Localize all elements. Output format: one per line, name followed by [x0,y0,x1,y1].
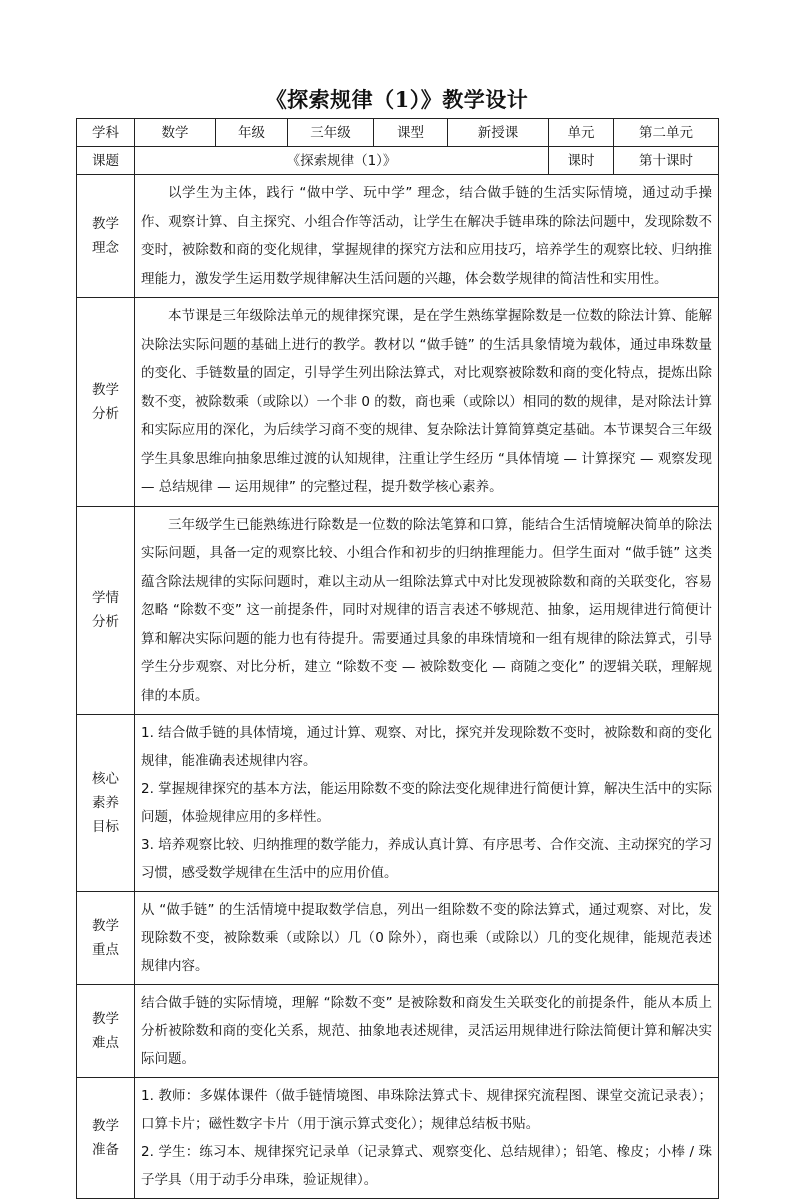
students-text: 三年级学生已能熟练进行除数是一位数的除法笔算和口算，能结合生活情境解决简单的除法实际问题，具备一定的观察比较、小组合作和初步的归纳推理能力。但学生面对 “做手链” 这类蕴含除法规律的实际问题时，难以主动从一组除法算式中对比发现被除数和商的关联变化，容易忽略 “除数不变” 这一前提条件，同时对规律的语言表述不够规范、抽象，运用规律进行简便计算和解决实际问题的能力也有待提升。需要通过具象的串珠情境和一组有规律的除法算式，引导学生分步观察、对比分析，建立 “除数不变 — 被除数变化 — 商随之变化” 的逻辑关联，理解规律的本质。 [141,516,712,704]
preparation-item: 1. 教师：多媒体课件（做手链情境图、串珠除法算式卡、规律探究流程图、课堂交流记录表）；口算卡片；磁性数字卡片（用于演示算式变化）；规律总结板书贴。 [141,1088,712,1132]
topic-value: 《探索规律（1）》 [135,147,549,175]
students-cell-text [135,506,719,715]
preparation-list [135,1078,718,1198]
key-points-text: 从 “做手链” 的生活情境中提取数学信息，列出一组除数不变的除法算式，通过观察、对比，发现除数不变，被除数乘（或除以）几（0 除外），商也乘（或除以）几的变化规律，能规范表述规律内容。 [141,902,712,974]
key-points-label: 教学重点 [92,918,119,958]
grade-label: 年级 [216,119,288,147]
lesson-type-label: 课型 [374,119,448,147]
concept-label: 教学理念 [92,216,119,256]
period-value: 第十课时 [614,147,719,175]
header-row-1 [77,119,719,147]
document-title: 《探索规律（1）》教学设计 [265,87,529,112]
subject-value: 数学 [135,119,216,147]
analysis-label: 教学分析 [92,381,119,422]
preparation-row [77,1078,719,1199]
difficulties-cell [77,985,135,1078]
goals-label: 核心素养目标 [92,771,119,835]
subject-label: 学科 [77,119,135,147]
goal-item: 1. 结合做手链的具体情境，通过计算、观察、对比，探究并发现除数不变时，被除数和商的变化规律，能准确表述规律内容。 [141,725,712,769]
students-label: 学情分析 [92,590,119,631]
unit-value: 第二单元 [614,119,719,147]
difficulties-text: 结合做手链的实际情境，理解 “除数不变” 是被除数和商发生关联变化的前提条件，能从本质上分析被除数和商的变化关系，规范、抽象地表述规律，灵活运用规律进行除法简便计算和解决实际问题。 [141,995,712,1067]
analysis-text: 本节课是三年级除法单元的规律探究课，是在学生熟练掌握除数是一位数的除法计算、能解决除法实际问题的基础上进行的教学。教材以 “做手链” 的生活具象情境为载体，通过串珠数量的变化、手链数量的固定，引导学生列出除法算式，对比观察被除数和商的变化特点，提炼出除数不变，被除数乘（或除以）一个非 0 的数，商也乘（或除以）相同的数的规律，是对除法计算和实际应用的深化，为后续学习商不变的规律、复杂除法计算简算奠定基础。本节课契合三年级学生具象思维向抽象思维过渡的认知规律，注重让学生经历 “具体情境 — 计算探究 — 观察发现 — 总结规律 — 运用规律” 的完整过程，提升数学核心素养。 [141,308,712,495]
topic-label: 课题 [77,147,135,175]
difficulties-cell-text [135,985,719,1078]
preparation-cell [77,1078,135,1199]
goals-cell [77,715,135,892]
period-label: 课时 [549,147,614,175]
goal-item: 3. 培养观察比较、归纳推理的数学能力，养成认真计算、有序思考、合作交流、主动探究的学习习惯，感受数学规律在生活中的应用价值。 [141,837,712,881]
preparation-cell-text [135,1078,719,1199]
concept-cell [77,175,135,298]
analysis-cell [77,298,135,507]
goals-list [135,715,718,891]
analysis-row [77,298,719,507]
students-cell [77,506,135,715]
difficulties-row [77,985,719,1078]
preparation-label: 教学准备 [92,1118,119,1158]
key-points-row [77,892,719,985]
concept-cell-text [135,175,719,298]
difficulties-label: 教学难点 [92,1011,119,1051]
key-points-cell [77,892,135,985]
preparation-item: 2. 学生：练习本、规律探究记录单（记录算式、观察变化、总结规律）；铅笔、橡皮；小棒 / 珠子学具（用于动手分串珠，验证规律）。 [141,1144,712,1188]
goal-item: 2. 掌握规律探究的基本方法，能运用除数不变的除法变化规律进行简便计算，解决生活中的实际问题，体验规律应用的多样性。 [141,781,712,825]
analysis-cell-text [135,298,719,507]
lesson-plan-table [76,118,719,1199]
concept-text: 以学生为主体，践行 “做中学、玩中学” 理念，结合做手链的生活实际情境，通过动手操作、观察计算、自主探究、小组合作等活动，让学生在解决手链串珠的除法问题中，发现除数不变时，被除数和商的变化规律，掌握规律的探究方法和应用技巧，培养学生的观察比较、归纳推理能力，激发学生运用数学规律解决生活问题的兴趣，体会数学规律的简洁性和实用性。 [141,185,712,287]
header-row-2 [77,147,719,175]
goals-cell-text [135,715,719,892]
students-row [77,506,719,715]
key-points-cell-text [135,892,719,985]
grade-value: 三年级 [288,119,374,147]
goals-row [77,715,719,892]
lesson-type-value: 新授课 [448,119,549,147]
unit-label: 单元 [549,119,614,147]
concept-row [77,175,719,298]
